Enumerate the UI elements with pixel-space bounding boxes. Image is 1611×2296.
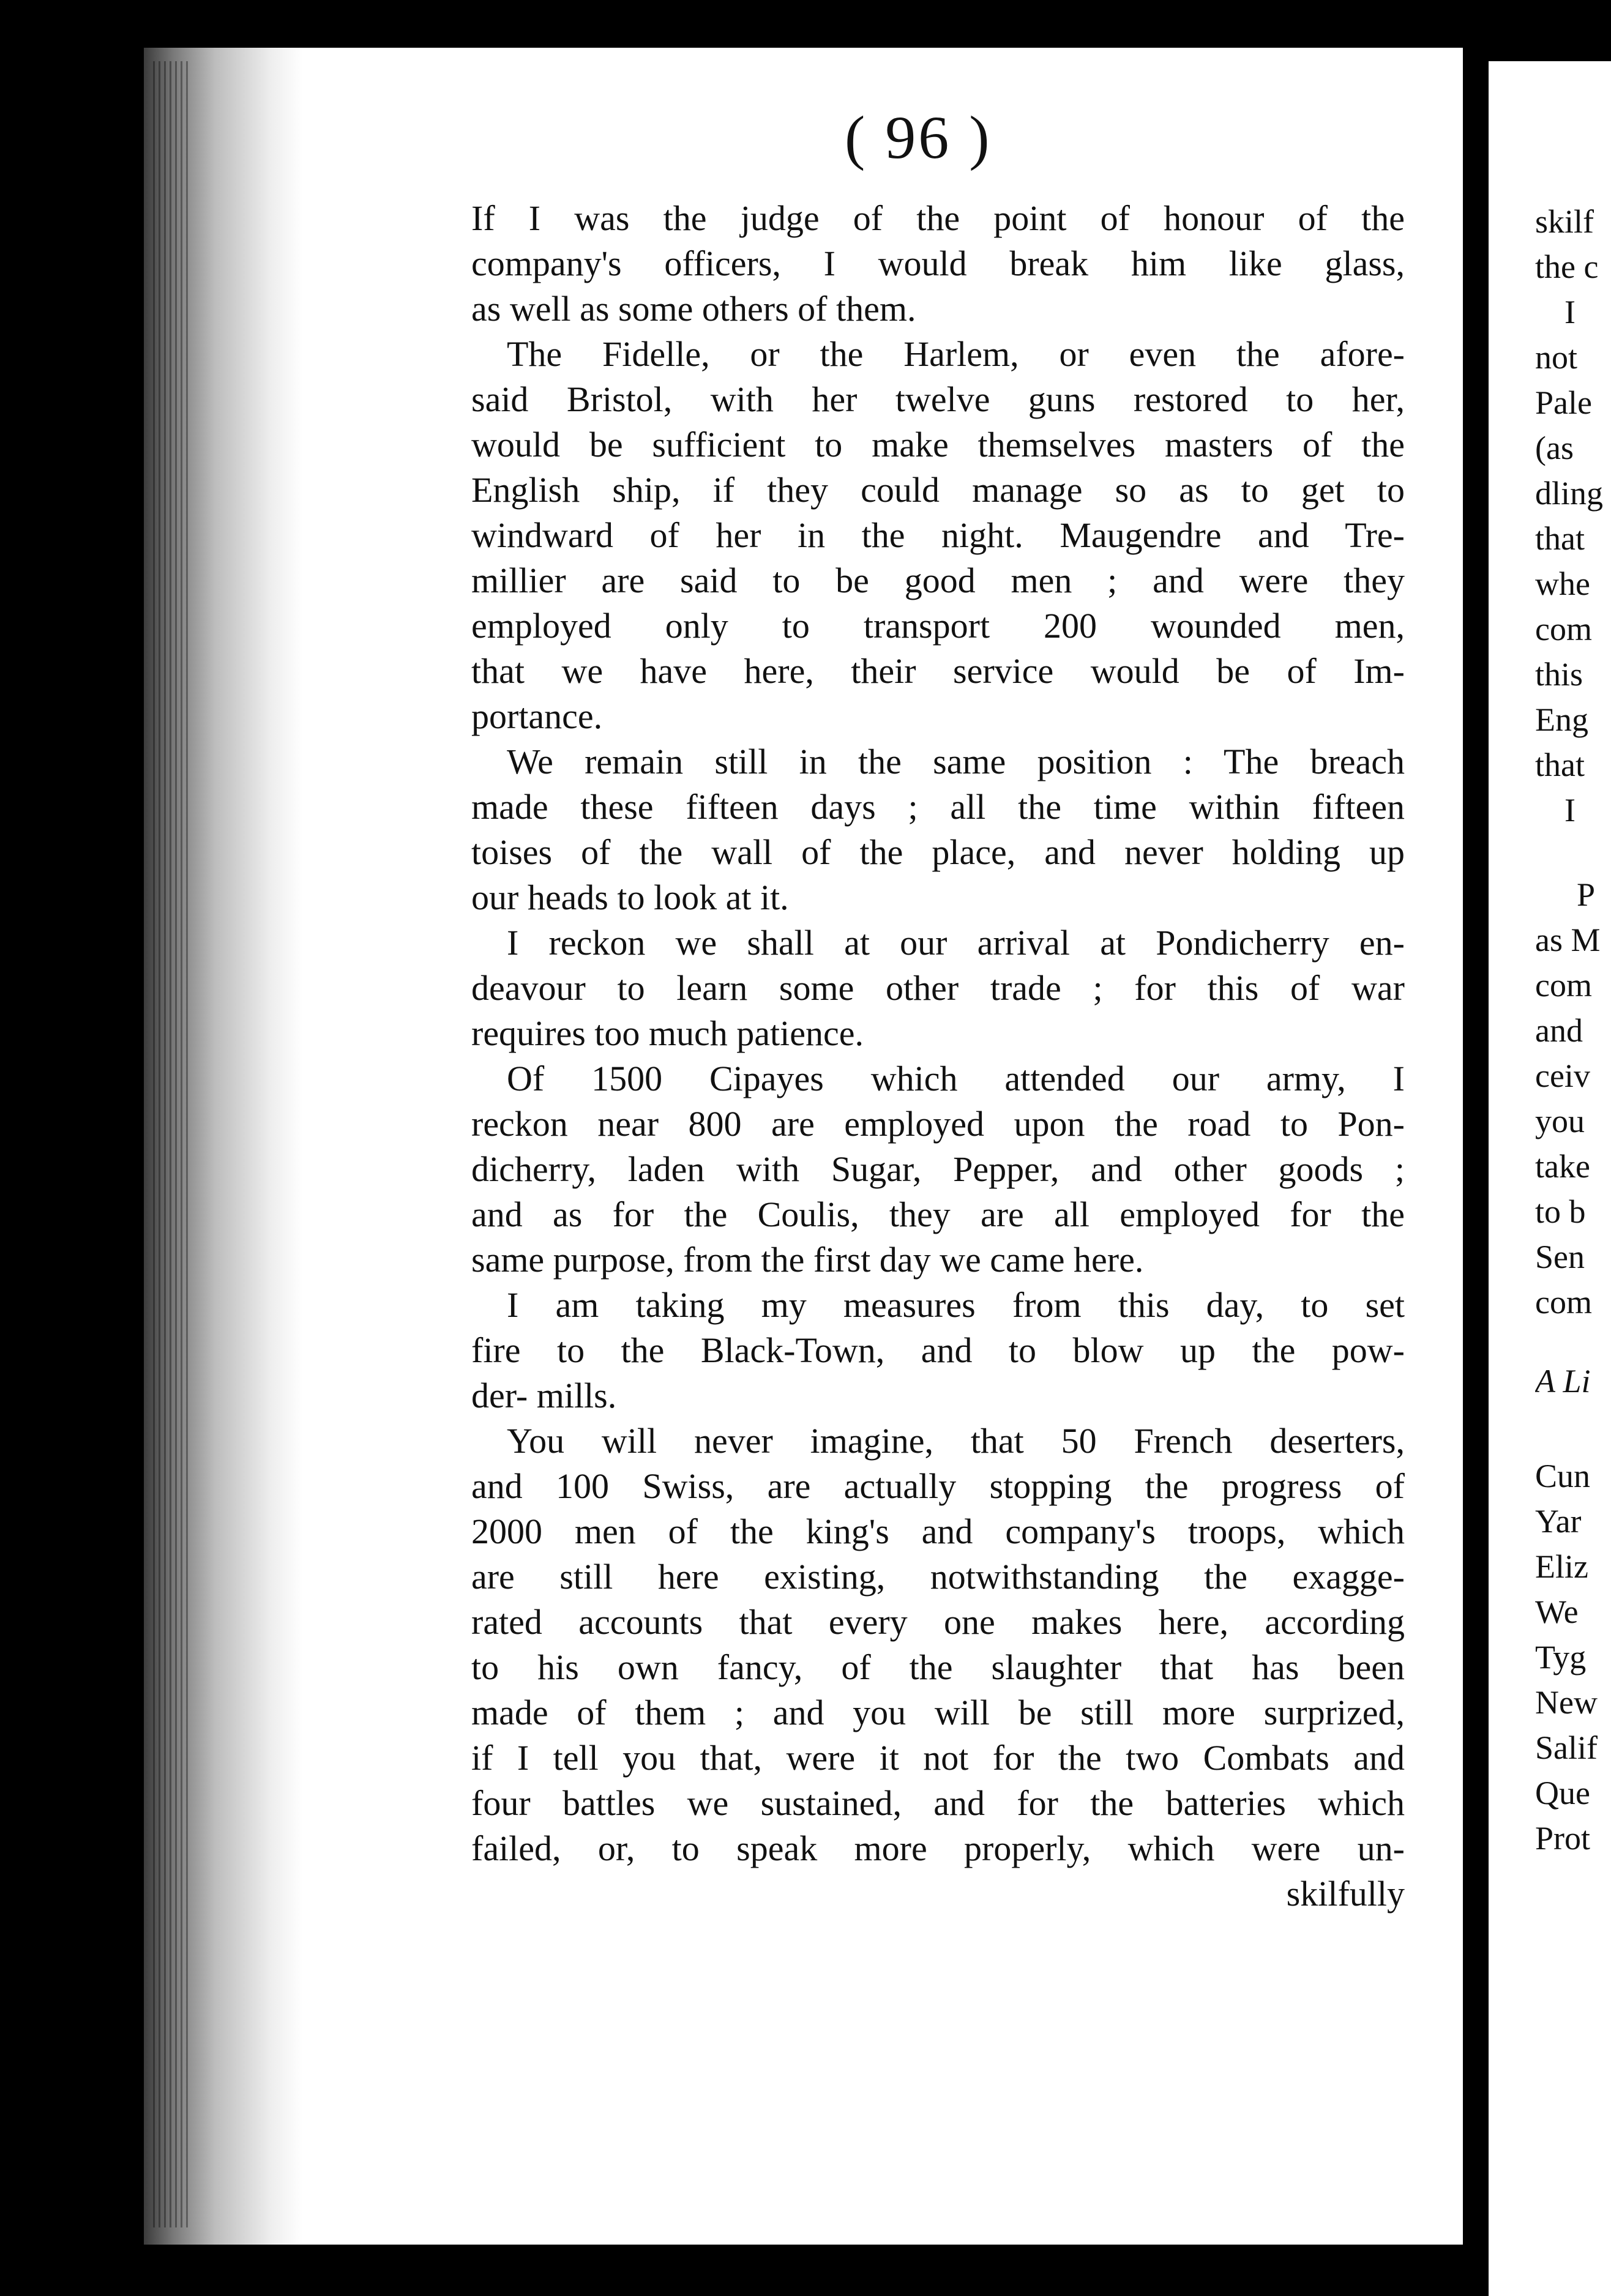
page-edge-texture <box>153 61 190 2227</box>
text-line: said Bristol, with her twelve guns restored to her, <box>471 379 1405 419</box>
right-page-fragment: to b <box>1535 1193 1586 1230</box>
text-line: would be sufficient to make themselves masters of the <box>471 425 1405 464</box>
right-page-fragment: com <box>1535 1284 1592 1321</box>
right-page-fragment: Eliz <box>1535 1548 1588 1585</box>
right-page-fragment: you <box>1535 1103 1585 1139</box>
text-line: If I was the judge of the point of honour of the <box>471 198 1405 238</box>
text-line: and as for the Coulis, they are all employed for the <box>471 1195 1405 1234</box>
text-line: company's officers, I would break him like glass, <box>471 244 1405 283</box>
text-line: You will never imagine, that 50 French deserters, <box>507 1421 1405 1461</box>
right-page-fragment: the c <box>1535 248 1599 285</box>
right-page-fragment: Pale <box>1535 384 1592 421</box>
right-page-fragment: Salif <box>1535 1729 1598 1766</box>
text-line: fire to the Black-Town, and to blow up the pow- <box>471 1330 1405 1370</box>
text-line: 2000 men of the king's and company's troops, which <box>471 1511 1405 1551</box>
right-page-fragment: Sen <box>1535 1239 1585 1275</box>
right-page-fragment: Prot <box>1535 1820 1591 1857</box>
text-line: I am taking my measures from this day, to set <box>507 1285 1405 1325</box>
right-page-fragment: whe <box>1535 565 1590 602</box>
right-page-fragment: not <box>1535 339 1578 376</box>
text-line: der- mills. <box>471 1376 617 1415</box>
text-line: deavour to learn some other trade ; for this of war <box>471 968 1405 1008</box>
text-line: I reckon we shall at our arrival at Pondicherry en- <box>507 923 1405 963</box>
right-page-fragment: (as <box>1535 430 1574 466</box>
text-line: made of them ; and you will be still more surprized, <box>471 1693 1405 1732</box>
right-page-fragment: and <box>1535 1012 1583 1049</box>
text-line: are still here existing, notwithstanding the exagge- <box>471 1557 1405 1597</box>
text-line: Of 1500 Cipayes which attended our army, I <box>507 1059 1405 1098</box>
text-line: employed only to transport 200 wounded men, <box>471 606 1405 646</box>
text-line: same purpose, from the first day we came here. <box>471 1240 1144 1280</box>
text-line: millier are said to be good men ; and were they <box>471 561 1405 600</box>
right-page-fragment: Que <box>1535 1775 1590 1811</box>
right-page-fragment: that <box>1535 747 1585 783</box>
text-line: to his own fancy, of the slaughter that has been <box>471 1647 1405 1687</box>
text-line: requires too much patience. <box>471 1013 864 1053</box>
page-divider <box>1463 37 1489 2296</box>
right-page-fragment: Cun <box>1535 1458 1591 1494</box>
text-line: We remain still in the same position : The breach <box>507 742 1405 781</box>
text-line: if I tell you that, were it not for the two Combats and <box>471 1738 1405 1778</box>
right-page-fragment: P <box>1577 876 1596 913</box>
right-page-heading-fragment: A Li <box>1535 1363 1591 1400</box>
right-page-fragment: com <box>1535 967 1592 1004</box>
text-line: failed, or, to speak more properly, which were un- <box>471 1828 1405 1868</box>
right-page-fragment: Tyg <box>1535 1639 1587 1675</box>
right-page-fragment: I <box>1564 294 1575 330</box>
right-page-fragment: I <box>1564 792 1575 829</box>
text-line: our heads to look at it. <box>471 878 789 917</box>
right-page-fragment: ceiv <box>1535 1057 1590 1094</box>
text-line: English ship, if they could manage so as to get to <box>471 470 1405 510</box>
text-line: dicherry, laden with Sugar, Pepper, and other goods ; <box>471 1149 1405 1189</box>
text-line: four battles we sustained, and for the batteries which <box>471 1783 1405 1823</box>
text-line: The Fidelle, or the Harlem, or even the afore- <box>507 334 1405 374</box>
right-page-fragment: as M <box>1535 922 1601 958</box>
right-page-fragment: that <box>1535 520 1585 557</box>
text-line: reckon near 800 are employed upon the road to Pon- <box>471 1104 1405 1144</box>
right-page-fragment: this <box>1535 656 1583 693</box>
right-page-fragment: New <box>1535 1684 1598 1721</box>
right-page-fragment: dling <box>1535 475 1604 512</box>
right-page-fragment: skilf <box>1535 203 1594 240</box>
right-page-fragment: Yar <box>1535 1503 1582 1540</box>
text-line: that we have here, their service would be of Im- <box>471 651 1405 691</box>
text-line: and 100 Swiss, are actually stopping the progress of <box>471 1466 1405 1506</box>
text-line: made these fifteen days ; all the time within fifteen <box>471 787 1405 827</box>
text-line: as well as some others of them. <box>471 289 916 329</box>
right-page-fragment: com <box>1535 611 1592 647</box>
right-page-fragment: Eng <box>1535 701 1588 738</box>
right-page-fragment: We <box>1535 1593 1579 1630</box>
text-line: toises of the wall of the place, and never holding up <box>471 832 1405 872</box>
page-number: ( 96 ) <box>845 103 992 171</box>
catchword: skilfully <box>1286 1874 1405 1914</box>
text-line: portance. <box>471 696 603 736</box>
right-page-fragment: take <box>1535 1148 1590 1185</box>
text-line: windward of her in the night. Maugendre and Tre- <box>471 515 1405 555</box>
text-line: rated accounts that every one makes here, according <box>471 1602 1405 1642</box>
